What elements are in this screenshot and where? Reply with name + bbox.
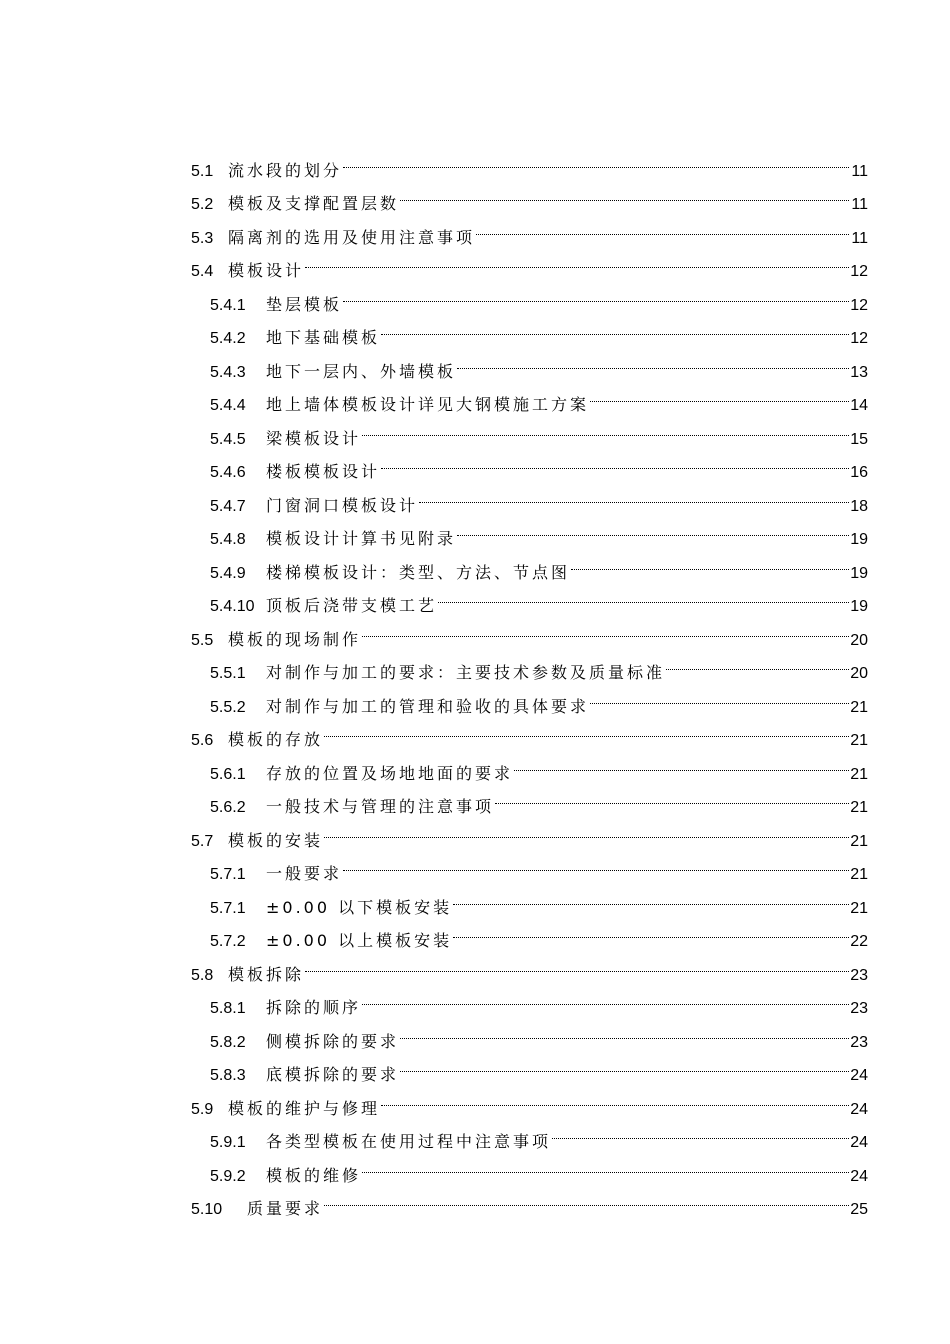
toc-entry-number: 5.9 (191, 1100, 214, 1118)
toc-entry-title: 门窗洞口模板设计 (266, 495, 419, 515)
toc-entry-page: 21 (850, 732, 868, 749)
toc-entry-page: 13 (850, 363, 868, 381)
toc-entry-number: 5.8.3 (210, 1067, 246, 1084)
toc-entry-number: 5.7.2 (210, 933, 246, 950)
toc-entry-title: 楼梯模板设计：类型、方法、节点图 (266, 562, 571, 582)
toc-entry-page: 20 (850, 665, 868, 682)
toc-entry-number: 5.4 (191, 263, 214, 280)
toc-entry-number: 5.4.5 (210, 430, 246, 448)
toc-entry-page: 23 (850, 966, 868, 984)
toc-entry-title: 模板的维修 (266, 1165, 362, 1185)
toc-dot-leader (305, 243, 849, 277)
toc-dot-leader (362, 1147, 849, 1181)
toc-entry-title: 底模拆除的要求 (266, 1065, 400, 1084)
toc-entry-page: 24 (850, 1067, 868, 1084)
toc-entry-title: 模板拆除 (228, 964, 305, 984)
toc-entry-title: 对制作与加工的要求：主要技术参数及质量标准 (266, 663, 666, 682)
toc-entry-title: 一般技术与管理的注意事项 (266, 797, 495, 816)
toc-entry-page: 23 (850, 1000, 868, 1017)
toc-entry-page: 12 (850, 296, 868, 314)
toc-entry-number: 5.5.1 (210, 665, 246, 682)
toc-entry[interactable] (191, 142, 868, 180)
toc-entry-page: 19 (850, 564, 868, 582)
toc-entry-title: 质量要求 (247, 1199, 324, 1218)
toc-entry-title: 地上墙体模板设计详见大钢模施工方案 (266, 395, 590, 414)
toc-entry-page: 21 (850, 698, 868, 716)
toc-dot-leader (381, 444, 849, 478)
toc-entry-number: 5.5 (191, 631, 214, 649)
toc-entry-number: 5.4.7 (210, 497, 246, 515)
table-of-contents (191, 142, 868, 1218)
toc-dot-leader (457, 511, 849, 545)
toc-entry-title: 模板设计 (228, 261, 305, 280)
toc-entry-title: 模板的现场制作 (228, 629, 362, 649)
toc-entry-number: 5.2 (191, 196, 214, 213)
toc-dot-leader (324, 712, 849, 746)
toc-entry-page: 14 (850, 397, 868, 414)
toc-entry-title: 楼板模板设计 (266, 462, 381, 481)
toc-entry-title: 模板设计计算书见附录 (266, 529, 457, 548)
toc-entry-number: 5.9.2 (210, 1167, 246, 1185)
toc-dot-leader (362, 611, 849, 645)
toc-entry-page: 20 (850, 631, 868, 649)
toc-entry-page: 12 (850, 263, 868, 280)
toc-entry-page: 21 (850, 799, 868, 816)
toc-entry-page: 24 (850, 1100, 868, 1118)
toc-dot-leader (305, 946, 849, 980)
toc-dot-leader (571, 544, 849, 578)
toc-entry-title: 存放的位置及场地地面的要求 (266, 763, 514, 783)
toc-dot-leader (400, 1047, 849, 1081)
toc-entry-number: 5.3 (191, 229, 214, 247)
toc-dot-leader (590, 377, 849, 411)
toc-entry-number: 5.4.9 (210, 564, 246, 582)
toc-entry-number: 5.1 (191, 162, 214, 180)
toc-dot-leader (400, 1013, 849, 1047)
toc-entry-number: 5.4.10 (210, 598, 255, 615)
toc-entry-number: 5.6 (191, 732, 214, 749)
toc-entry-title: 模板及支撑配置层数 (228, 194, 400, 213)
toc-entry-title: 模板的安装 (228, 830, 324, 850)
toc-entry-page: 11 (851, 229, 868, 247)
toc-entry-page: 21 (850, 866, 868, 883)
toc-dot-leader (495, 779, 849, 813)
toc-dot-leader (362, 980, 849, 1014)
toc-entry-page: 24 (850, 1167, 868, 1185)
toc-dot-leader (590, 678, 849, 712)
toc-entry-page: 21 (850, 832, 868, 850)
toc-entry-page: 11 (851, 196, 868, 213)
toc-entry-page: 12 (850, 330, 868, 347)
toc-entry-title: 对制作与加工的管理和验收的具体要求 (266, 696, 590, 716)
toc-entry-number: 5.4.1 (210, 296, 246, 314)
toc-entry-number: 5.6.2 (210, 799, 246, 816)
toc-dot-leader (666, 645, 849, 679)
toc-dot-leader (381, 1080, 849, 1114)
toc-dot-leader (457, 343, 849, 377)
toc-dot-leader (362, 410, 849, 444)
toc-entry-page: 24 (850, 1134, 868, 1151)
toc-dot-leader (343, 276, 849, 310)
toc-dot-leader (453, 913, 849, 947)
toc-entry-title: 隔离剂的选用及使用注意事项 (228, 227, 476, 247)
toc-entry-title: 一般要求 (266, 864, 343, 883)
toc-entry-page: 19 (850, 598, 868, 615)
toc-entry-title: 地下一层内、外墙模板 (266, 361, 457, 381)
toc-dot-leader (400, 176, 849, 210)
toc-dot-leader (453, 879, 849, 913)
toc-entry-number: 5.4.3 (210, 363, 246, 381)
toc-entry-number: 5.7.1 (210, 866, 246, 883)
toc-dot-leader (324, 812, 849, 846)
toc-entry-page: 23 (850, 1033, 868, 1051)
toc-entry-page: 19 (850, 531, 868, 548)
toc-entry-number: 5.10 (191, 1201, 223, 1218)
toc-entry-number: 5.6.1 (210, 765, 246, 783)
toc-entry-page: 22 (850, 933, 868, 950)
toc-entry-title: 模板的维护与修理 (228, 1098, 381, 1118)
toc-dot-leader (343, 846, 849, 880)
toc-entry-title: 各类型模板在使用过程中注意事项 (266, 1132, 552, 1151)
toc-entry-title: ±0.00 以下模板安装 (266, 897, 453, 917)
toc-entry-title: 拆除的顺序 (266, 998, 362, 1017)
toc-entry-page: 25 (850, 1201, 868, 1218)
toc-entry-title: 垫层模板 (266, 294, 343, 314)
toc-dot-leader (324, 1181, 849, 1215)
toc-entry-page: 21 (850, 765, 868, 783)
toc-dot-leader (438, 578, 849, 612)
toc-dot-leader (514, 745, 849, 779)
toc-entry-page: 16 (850, 464, 868, 481)
toc-entry-page: 11 (851, 162, 868, 180)
toc-entry-number: 5.7.1 (210, 899, 246, 917)
toc-entry-title: 侧模拆除的要求 (266, 1031, 400, 1051)
toc-dot-leader (381, 310, 849, 344)
toc-entry-number: 5.4.8 (210, 531, 246, 548)
toc-entry-number: 5.7 (191, 832, 214, 850)
toc-entry-page: 21 (850, 899, 868, 917)
toc-entry-title: 梁模板设计 (266, 428, 362, 448)
toc-entry-title: 流水段的划分 (228, 160, 343, 180)
toc-entry-number: 5.5.2 (210, 698, 246, 716)
toc-entry-number: 5.8.2 (210, 1033, 246, 1051)
toc-entry-number: 5.8.1 (210, 1000, 246, 1017)
toc-entry-number: 5.4.4 (210, 397, 246, 414)
toc-entry-title: 地下基础模板 (266, 328, 381, 347)
toc-dot-leader (476, 209, 849, 243)
toc-dot-leader (419, 477, 849, 511)
toc-entry-title: 顶板后浇带支模工艺 (266, 596, 438, 615)
toc-entry-title: 模板的存放 (228, 730, 324, 749)
toc-entry-page: 15 (850, 430, 868, 448)
toc-entry-title: ±0.00 以上模板安装 (266, 931, 453, 950)
toc-entry-number: 5.8 (191, 966, 214, 984)
toc-entry-number: 5.4.2 (210, 330, 246, 347)
toc-dot-leader (343, 142, 849, 176)
toc-entry-number: 5.9.1 (210, 1134, 246, 1151)
toc-dot-leader (552, 1114, 849, 1148)
toc-entry-page: 18 (850, 497, 868, 515)
toc-entry-number: 5.4.6 (210, 464, 246, 481)
